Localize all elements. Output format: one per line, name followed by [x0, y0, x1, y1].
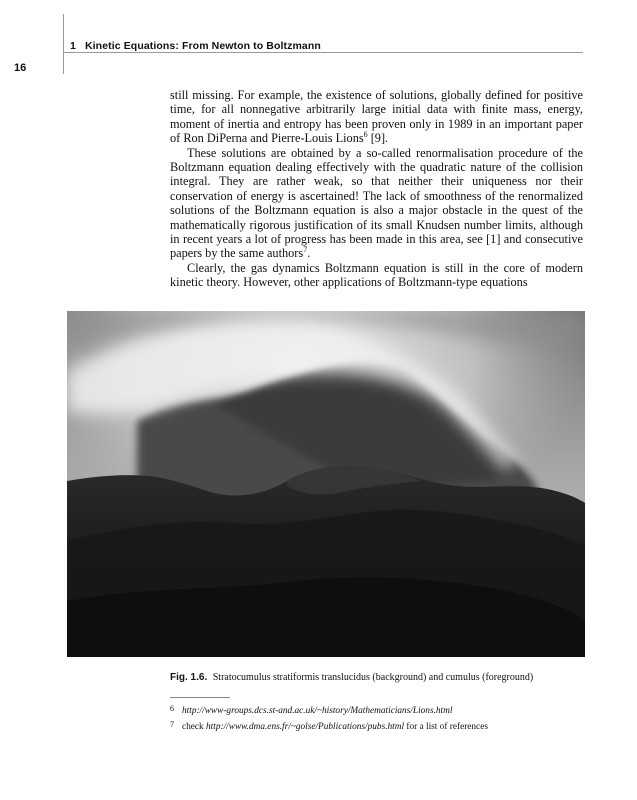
paragraph-3: Clearly, the gas dynamics Boltzmann equation is still in the core of modern kinetic theory. However, other applications of Boltzmann-type equations — [170, 260, 583, 290]
footnote-number: 7 — [170, 720, 174, 729]
footnote-7: 7 check http://www.dma.ens.fr/~golse/Publications/pubs.html for a list of references — [170, 720, 488, 732]
paragraph-1: still missing. For example, the existence of solutions, globally defined for positive time, for all nonnegative arbitrarily large initial data with finite mass, energy, moment of inertia and entropy has been proven only in 1989 in an important paper of Ron DiPerna and Pierre-Louis Lions$^6$ [9]. — [170, 88, 583, 146]
figure-caption-text: Stratocumulus stratiformis translucidus (background) and cumulus (foreground) — [212, 672, 534, 683]
figure-caption — [170, 672, 583, 683]
chapter-number: 1 — [70, 40, 76, 52]
footnote-6 — [170, 702, 583, 718]
footnotes — [170, 702, 583, 734]
footnote-number: 6 — [170, 704, 174, 713]
header-rule — [63, 52, 583, 53]
footnote-ref-7[interactable]: 7 — [303, 245, 308, 255]
footnote-ref-6[interactable]: 6 — [363, 130, 368, 140]
margin-vertical-rule — [63, 14, 64, 74]
footnote-rule — [170, 697, 230, 698]
body-text — [170, 88, 583, 290]
figure-label: Fig. 1.6. — [170, 672, 208, 683]
running-head — [70, 40, 321, 52]
cloud-mountain-photo — [67, 311, 585, 657]
footnote-link[interactable]: http://www.dma.ens.fr/~golse/Publications/pubs.html — [206, 722, 405, 732]
paragraph-2: These solutions are obtained by a so-called renormalisation procedure of the Boltzmann equation dealing effectively with the quadratic nature of the collision integral. They are rather weak, so that neither their uniqueness nor their conservation of energy is ascertained! The lack of smoothness of the renormalized solutions of the Boltzmann equation is also a major obstacle in the quest of the mathematically rigorous justification of its small Knudsen number limits, although in recent years a lot of progress has been made in this area, see [1] and consecutive papers by the same authors$^7$. — [170, 145, 583, 261]
footnote-link[interactable]: http://www-groups.dcs.st-and.ac.uk/~history/Mathematicians/Lions.html — [182, 706, 453, 716]
chapter-title: Kinetic Equations: From Newton to Boltzmann — [84, 40, 321, 52]
page-number: 16 — [14, 62, 27, 74]
